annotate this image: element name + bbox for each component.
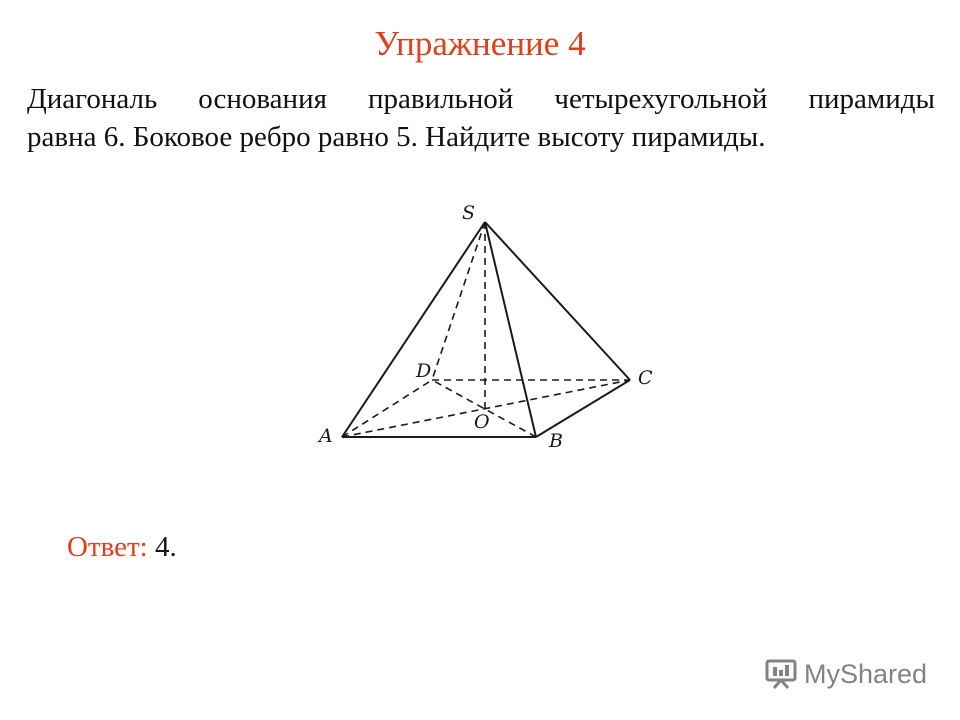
answer-value: 4. bbox=[147, 531, 177, 563]
problem-line-2: равна 6. Боковое ребро равно 5. Найдите высоту пирамиды. bbox=[27, 121, 766, 153]
edge-dashed-ad bbox=[342, 380, 432, 437]
watermark-logo bbox=[764, 654, 927, 694]
vertex-label-a: A bbox=[319, 425, 333, 447]
presentation-board-icon bbox=[764, 657, 798, 691]
pyramid-diagram bbox=[300, 190, 680, 460]
edge-sb bbox=[485, 222, 536, 437]
vertex-label-b: B bbox=[549, 430, 563, 452]
answer-label: Ответ: bbox=[67, 531, 148, 563]
edge-sc bbox=[485, 222, 630, 380]
edge-sa bbox=[342, 222, 485, 437]
problem-statement bbox=[27, 80, 935, 156]
vertex-label-s: S bbox=[462, 202, 476, 224]
answer bbox=[67, 529, 177, 565]
vertex-label-c: C bbox=[638, 367, 653, 389]
slide-title: Упражнение 4 bbox=[374, 24, 586, 63]
vertex-label-o: O bbox=[474, 411, 490, 433]
vertex-label-d: D bbox=[416, 360, 432, 382]
problem-line-1: Диагональ основания правильной четырехугольной пирамиды bbox=[27, 83, 935, 115]
edge-dashed-sd bbox=[432, 222, 485, 380]
watermark-text: MyShared bbox=[804, 658, 928, 689]
